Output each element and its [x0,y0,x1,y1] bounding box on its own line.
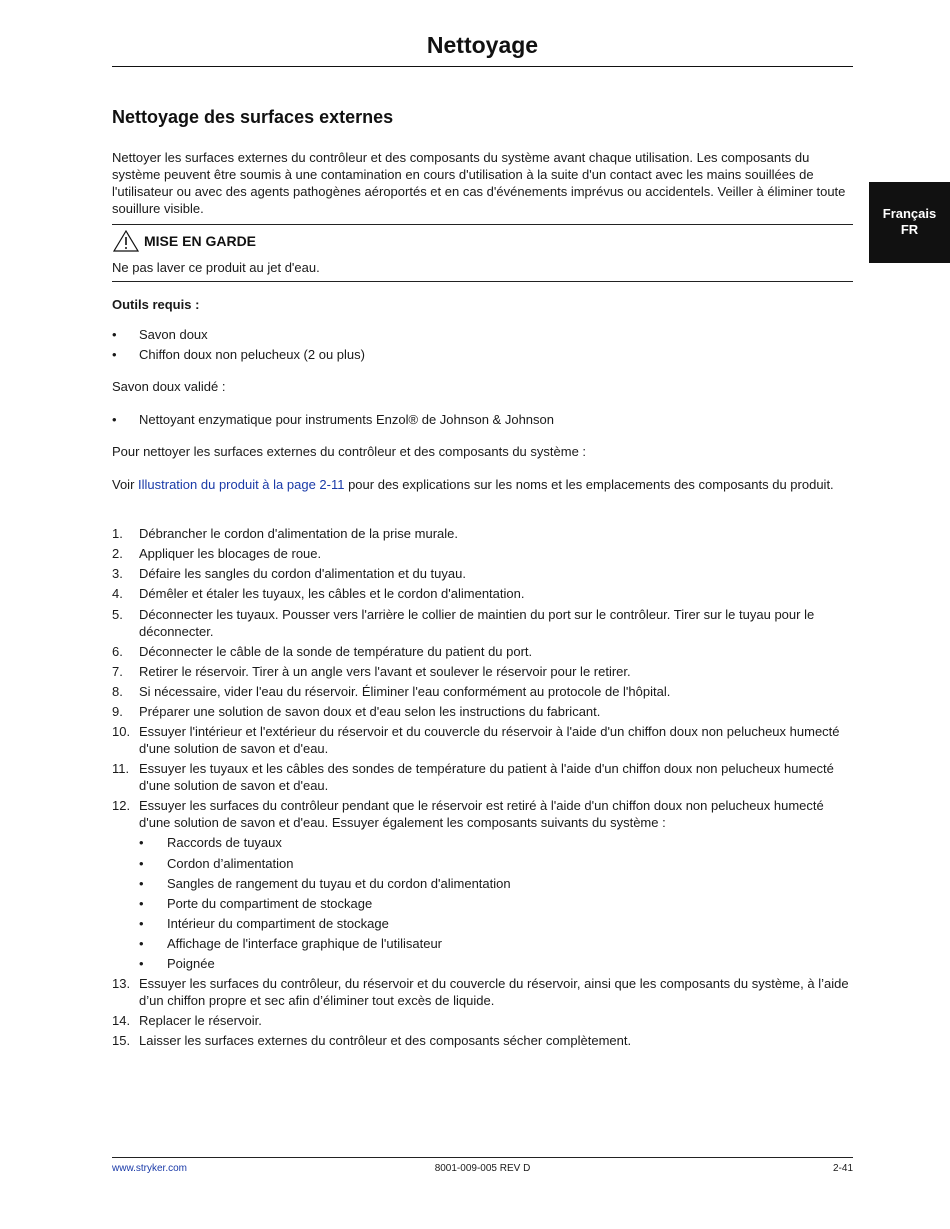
step-number: 7. [112,664,123,679]
step-text: Démêler et étaler les tuyaux, les câbles et le cordon d'alimentation. [139,586,525,601]
step-number: 2. [112,546,123,561]
step-number: 6. [112,644,123,659]
footer-doc-number: 8001-009-005 REV D [434,1163,531,1174]
soap-label: Savon doux validé : [112,379,226,394]
bullet-mark: • [139,896,144,911]
intro-paragraph: Nettoyer les surfaces externes du contrôleur et des composants du système avant chaque utilisation. Les composants du système peuvent être soumis à une contamination en cours d'utilisation à la suite d'un contact avec les mains souillées de l'utilisateur ou avec des agents pathogènes aéroportés et en cas d'événements imprévus ou accidentels. Veiller à éliminer toute souillure visible. [112,150,846,216]
step-number: 15. [112,1033,131,1048]
bullet-mark: • [139,835,144,850]
step-number: 9. [112,704,123,719]
step-number: 14. [112,1013,131,1028]
bullet-mark: • [139,956,144,971]
step-text: Débrancher le cordon d'alimentation de la prise murale. [139,526,458,541]
step-text: Laisser les surfaces externes du contrôleur et des composants sécher complètement. [139,1033,632,1048]
warning-triangle-icon [112,229,140,253]
list-item-text: Intérieur du compartiment de stockage [167,916,389,931]
step-text: Si nécessaire, vider l'eau du réservoir. Éliminer l'eau conformément au protocole de l'hôpital. [139,684,671,699]
step-number: 5. [112,607,123,622]
step-text: Essuyer les tuyaux et les câbles des sondes de température du patient à l'aide d'un chiffon doux non pelucheux humecté d'une solution de savon et d'eau. [139,761,834,793]
title-rule [112,66,853,67]
see-reference [112,476,853,493]
step-text: Appliquer les blocages de roue. [139,546,322,561]
bullet-mark: • [139,856,144,871]
step-number: 13. [112,976,131,991]
language-tab [869,182,950,263]
list-item-text: Raccords de tuyaux [167,835,282,850]
language-tab-label: Français [882,206,937,221]
product-illustration-link[interactable]: Illustration du produit à la page 2-11 [138,477,345,492]
step-number: 8. [112,684,123,699]
footer-page-number: 2-41 [832,1163,853,1174]
list-item-text: Cordon d’alimentation [167,856,294,871]
bullet-mark: • [139,936,144,951]
see-suffix: pour des explications sur les noms et les emplacements des composants du produit. [344,477,834,492]
bullet-mark: • [139,876,144,891]
tools-label: Outils requis : [112,297,200,312]
section-title: Nettoyage des surfaces externes [112,107,394,127]
language-tab-code: FR [900,222,919,237]
step-text: Essuyer l'intérieur et l'extérieur du réservoir et du couvercle du réservoir à l'aide d'un chiffon doux non pelucheux humecté d'une solution de savon et d'eau. [139,724,840,756]
page-title: Nettoyage [426,32,539,58]
step-number: 3. [112,566,123,581]
list-item-text: Nettoyant enzymatique pour instruments Enzol® de Johnson & Johnson [139,412,554,427]
list-item-text: Porte du compartiment de stockage [167,896,373,911]
step-text: Déconnecter les tuyaux. Pousser vers l'arrière le collier de maintien du port sur le contrôleur. Tirer sur le tuyau pour le déconnecter. [139,607,815,639]
list-item-text: Affichage de l'interface graphique de l'utilisateur [167,936,443,951]
list-item-text: Chiffon doux non pelucheux (2 ou plus) [139,347,365,362]
step-number: 12. [112,798,131,813]
list-item-text: Savon doux [139,327,208,342]
step-text: Défaire les sangles du cordon d'alimentation et du tuyau. [139,566,466,581]
bullet-mark: • [112,412,117,427]
step-number: 1. [112,526,123,541]
step-text: Replacer le réservoir. [139,1013,262,1028]
step-text: Retirer le réservoir. Tirer à un angle vers l'avant et soulever le réservoir pour le retirer. [139,664,631,679]
list-item-text: Poignée [167,956,215,971]
warning-text: Ne pas laver ce produit au jet d'eau. [112,260,320,275]
list-item-text: Sangles de rangement du tuyau et du cordon d'alimentation [167,876,511,891]
step-text: Préparer une solution de savon doux et d'eau selon les instructions du fabricant. [139,704,601,719]
procedure-intro: Pour nettoyer les surfaces externes du contrôleur et des composants du système : [112,444,587,459]
step-text: Déconnecter le câble de la sonde de température du patient du port. [139,644,533,659]
bullet-mark: • [112,347,117,362]
footer-website-link[interactable]: www.stryker.com [112,1163,188,1174]
step-number: 11. [112,761,130,776]
see-prefix: Voir [112,477,139,492]
step-number: 10. [112,724,131,739]
warning-header [112,229,256,253]
footer-rule [112,1157,853,1158]
step-number: 4. [112,586,123,601]
warning-title: MISE EN GARDE [144,233,257,249]
step-text: Essuyer les surfaces du contrôleur pendant que le réservoir est retiré à l'aide d'un chiffon doux non pelucheux humecté d'une solution de savon et d'eau. Essuyer également les composants suivants du système : [139,798,824,830]
bullet-mark: • [139,916,144,931]
bullet-mark: • [112,327,117,342]
warning-box [112,224,853,282]
step-text: Essuyer les surfaces du contrôleur, du réservoir et du couvercle du réservoir, ainsi que les composants du système, à l’aide d’un chiffon propre et sec afin d’éliminer tout excès de liquide. [139,976,849,1008]
